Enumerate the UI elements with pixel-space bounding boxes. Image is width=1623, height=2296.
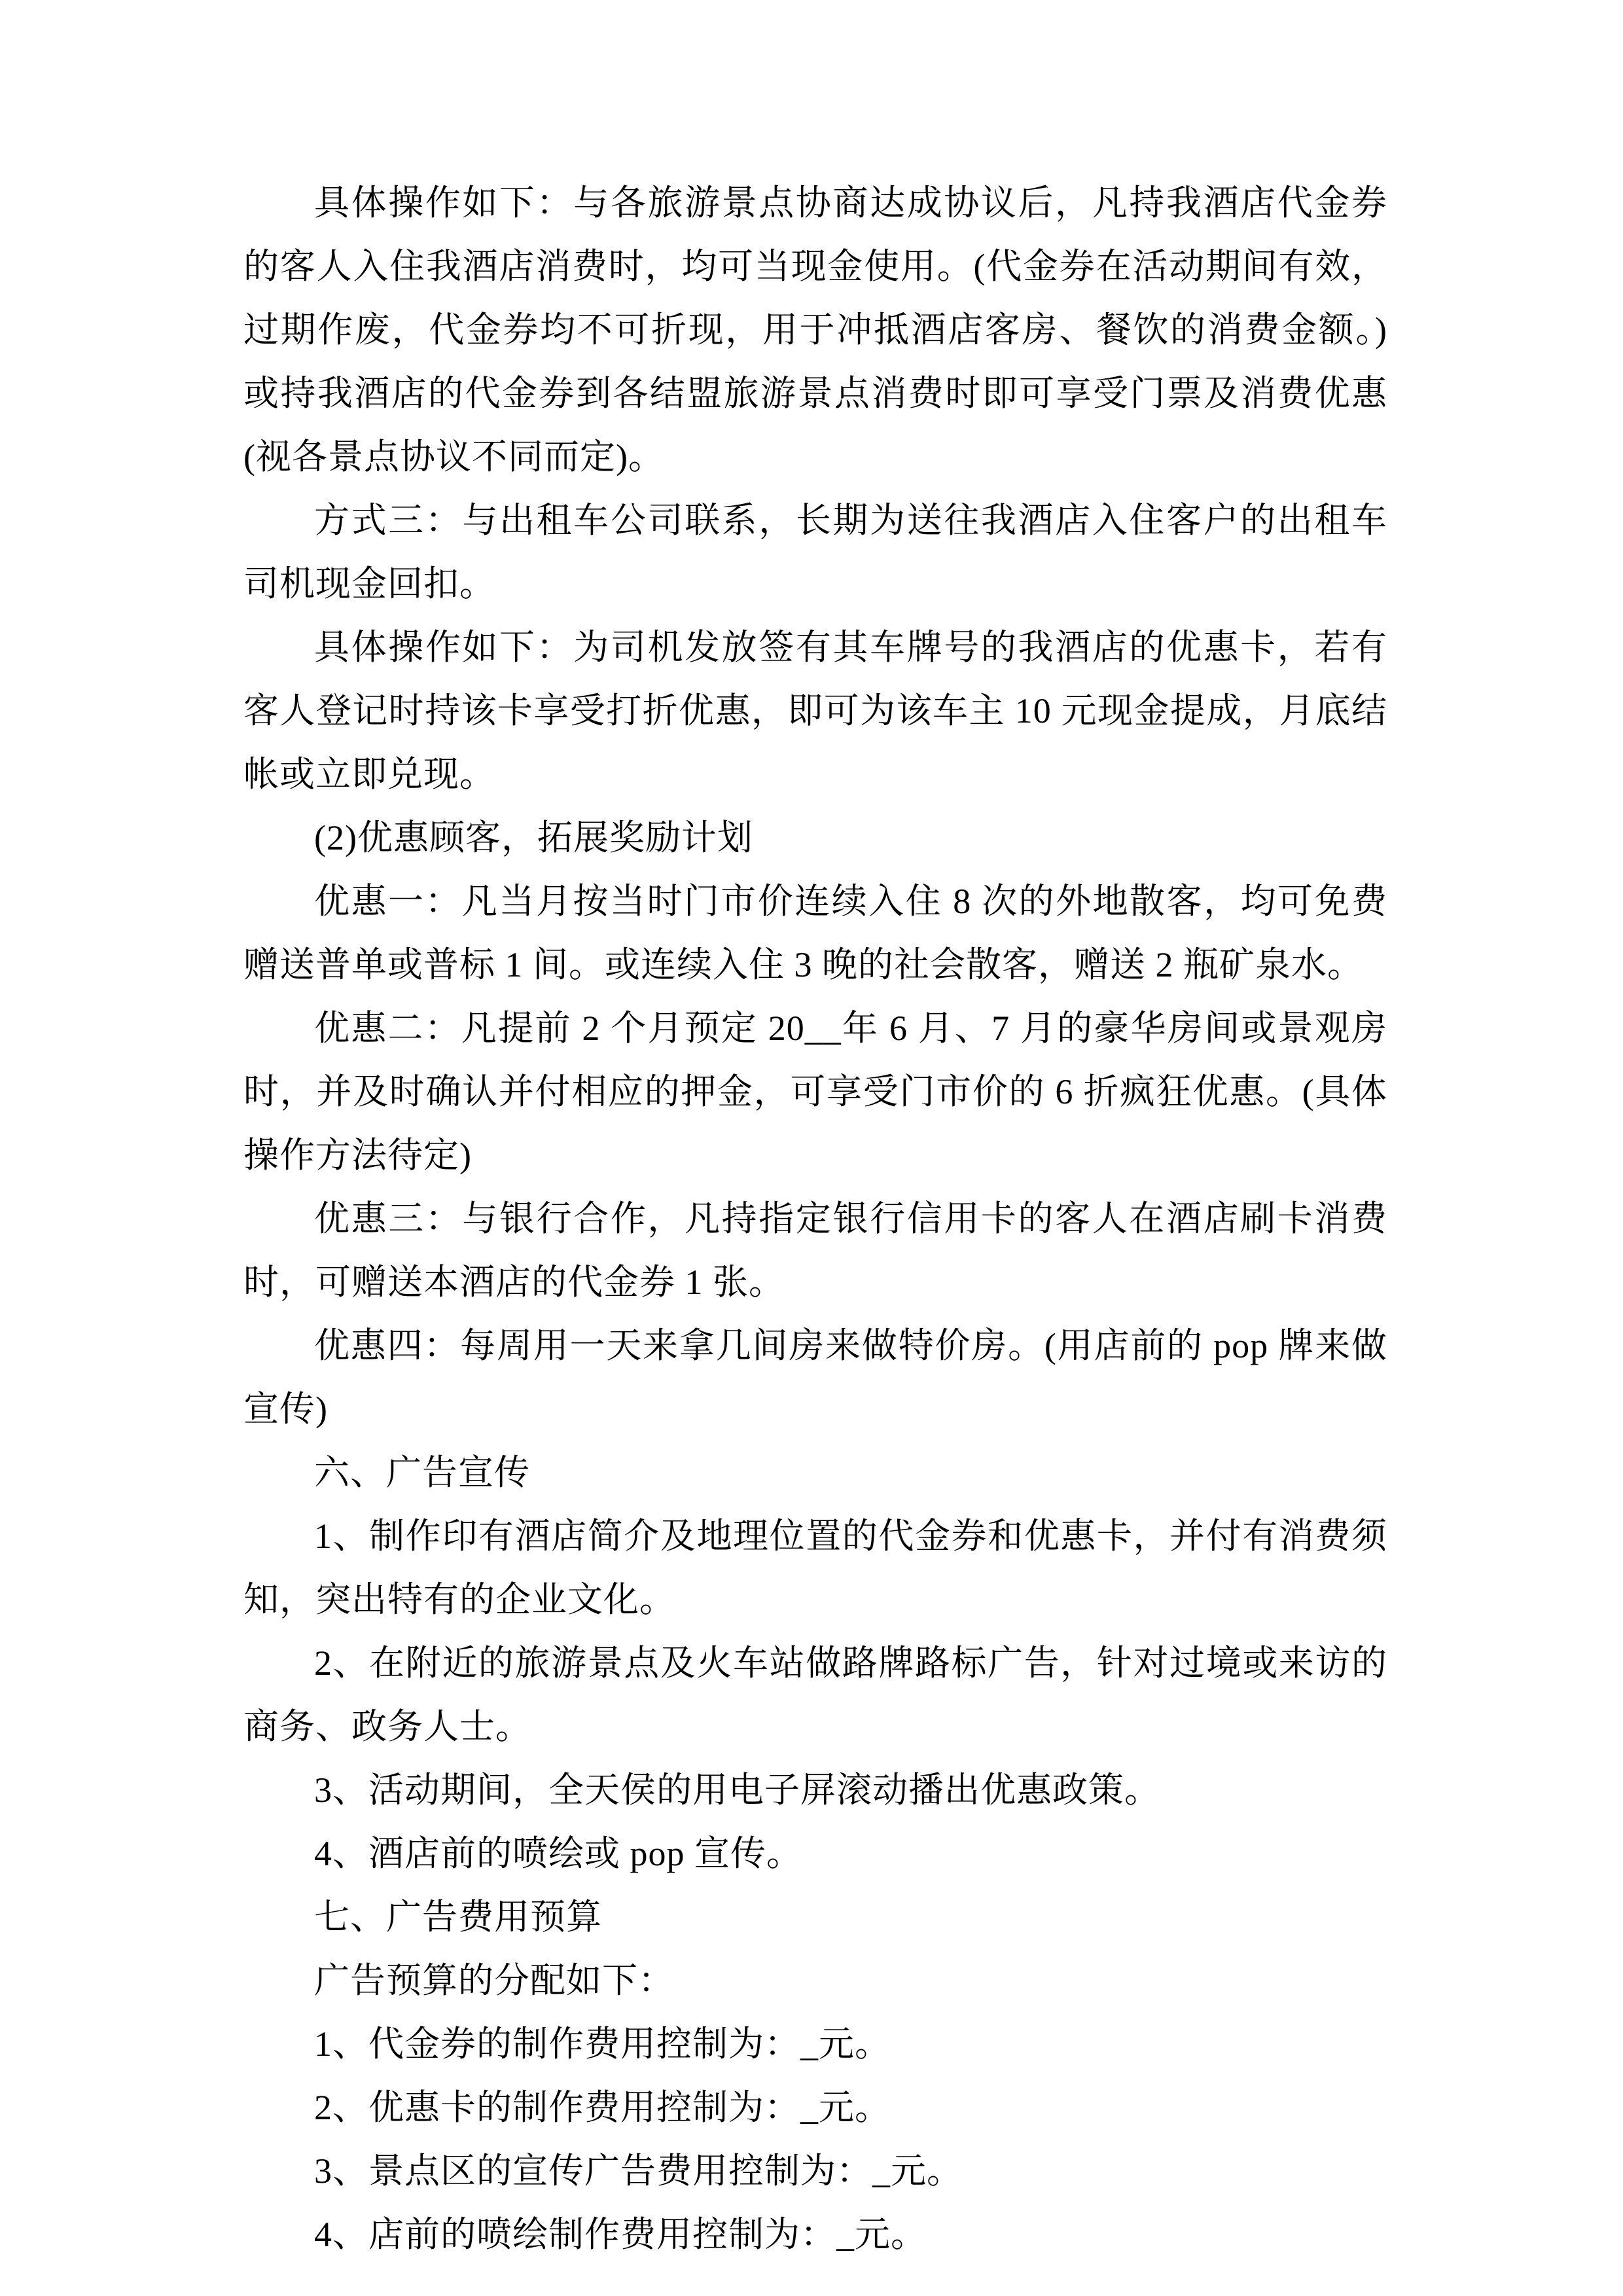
paragraph: 4、店前的喷绘制作费用控制为：_元。	[314, 2215, 927, 2254]
paragraph: 优惠三：与银行合作，凡持指定银行信用卡的客人在酒店刷卡消费时，可赠送本酒店的代金券 1 张。	[243, 1199, 1387, 1302]
paragraph: 优惠二：凡提前 2 个月预定 20__年 6 月、7 月的豪华房间或景观房时，并及时确认并付相应的押金，可享受门市价的 6 折疯狂优惠。(具体操作方法待定)	[243, 1009, 1387, 1175]
paragraph: 3、活动期间，全天侯的用电子屏滚动播出优惠政策。	[314, 1770, 1160, 1810]
paragraph: 六、广告宣传	[314, 1453, 530, 1492]
paragraph: 方式三：与出租车公司联系，长期为送往我酒店入住客户的出租车司机现金回扣。	[243, 501, 1387, 603]
paragraph: 1、制作印有酒店简介及地理位置的代金券和优惠卡，并付有消费须知，突出特有的企业文化。	[243, 1516, 1387, 1619]
document-content	[243, 171, 1387, 2267]
paragraph: 优惠四：每周用一天来拿几间房来做特价房。(用店前的 pop 牌来做宣传)	[243, 1326, 1387, 1429]
paragraph: 2、优惠卡的制作费用控制为：_元。	[314, 2088, 891, 2127]
paragraph: 3、景点区的宣传广告费用控制为：_元。	[314, 2151, 963, 2191]
paragraph: 1、代金券的制作费用控制为：_元。	[314, 2024, 891, 2064]
paragraph: 4、酒店前的喷绘或 pop 宣传。	[314, 1834, 802, 1873]
paragraph: 广告预算的分配如下：	[314, 1961, 674, 2000]
paragraph: 具体操作如下：为司机发放签有其车牌号的我酒店的优惠卡，若有客人登记时持该卡享受打折优惠，即可为该车主 10 元现金提成，月底结帐或立即兑现。	[243, 628, 1387, 794]
paragraph: 2、在附近的旅游景点及火车站做路牌路标广告，针对过境或来访的商务、政务人士。	[243, 1643, 1387, 1746]
paragraph: 优惠一：凡当月按当时门市价连续入住 8 次的外地散客，均可免费赠送普单或普标 1 间。或连续入住 3 晚的社会散客，赠送 2 瓶矿泉水。	[243, 882, 1387, 984]
paragraph: 具体操作如下：与各旅游景点协商达成协议后，凡持我酒店代金券的客人入住我酒店消费时，均可当现金使用。(代金券在活动期间有效，过期作废，代金券均不可折现，用于冲抵酒店客房、餐饮的消费金额。)或持我酒店的代金券到各结盟旅游景点消费时即可享受门票及消费优惠(视各景点协议不同而定)。	[243, 183, 1387, 476]
paragraph: (2)优惠顾客，拓展奖励计划	[314, 818, 753, 857]
paragraph: 七、广告费用预算	[314, 1897, 602, 1937]
